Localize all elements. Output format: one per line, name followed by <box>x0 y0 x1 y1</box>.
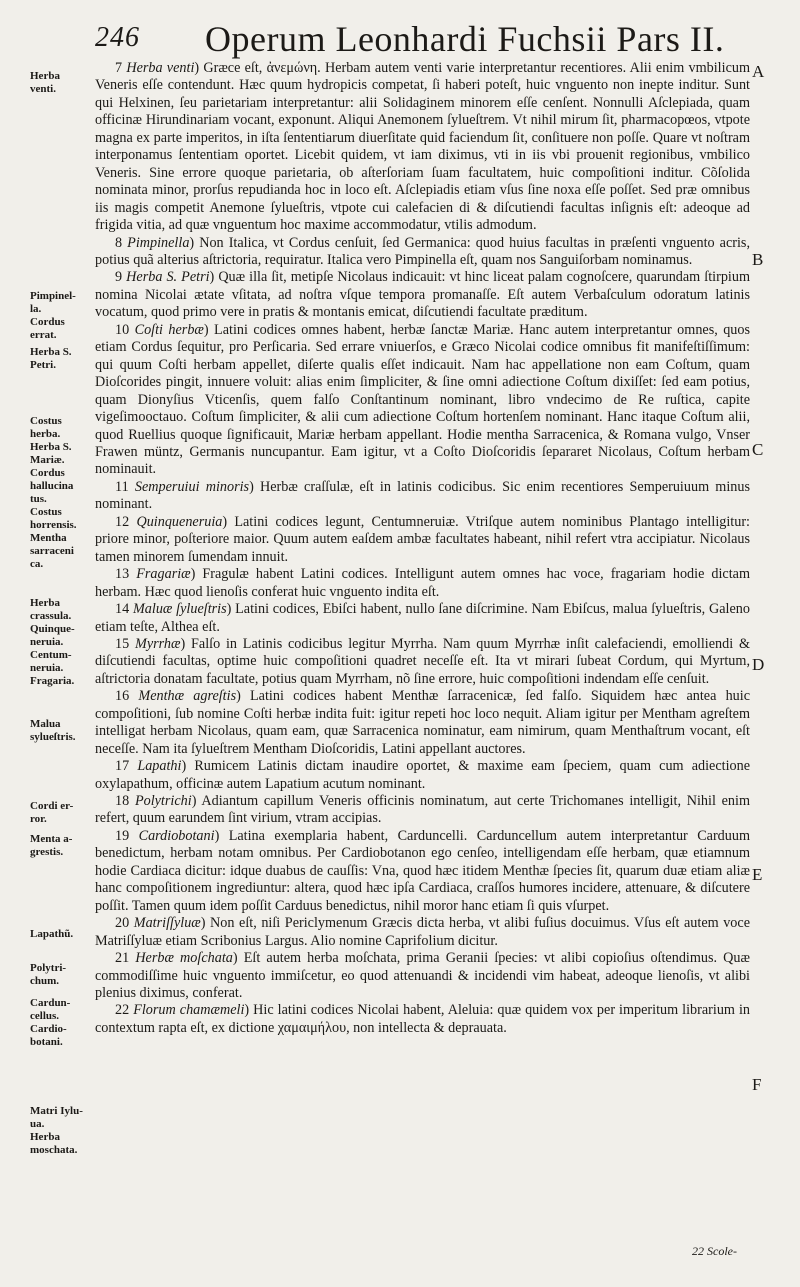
entry-term: Maluæ ſylueſtris <box>132 601 227 618</box>
entry-term: Coſti herbæ <box>134 321 204 338</box>
entry-number: 14 <box>115 601 130 618</box>
margin-note: Malua sylueſtris. <box>30 718 76 743</box>
commentary-entry: 14 Maluæ ſylueſtris) Latini codices, Ebiſci habent, nullo ſane diſcrimine. Nam Ebiſcus, malua ſylueſtris, Galeno etiam teſte, Althea eſt. <box>95 601 750 635</box>
catchword: 22 Scole- <box>692 1244 737 1258</box>
commentary-entry: 7 Herba venti) Græce eſt, ἀνεμώνη. Herbam autem venti varie interpretantur recentiores. Alii enim vmbilicum Veneris eſſe contendunt. Hæc quum hydropicis competat, ſi haberi poteſt, huic vnguento non inepte inditur. Sunt qui Helxinen, ſeu parietariam interpretantur: alii Solidaginem minorem eſſe cenſent. Nonnulli Aſclepiada, quam officinæ Hirundinariam vocant, exponunt. Aliqui Anemonem ſylueſtrem. Vt nihil mirum ſit, pharmacopœos, vtpote magna ex parte imperitos, in iſta ſententiarum diuerſitate quid faciendum ſit, conſituere non poſſe. Quare vt noſtram interponamus ſententiam oportet. Licebit quidem, vt iam diximus, vti in iis vbi prouenit regionibus, vmbilico Veneris. Sine errore quoque parietaria, ob aſterſoriam ſuam facultatem, huic compoſitioni inditur. Cõſolida nominata minor, prorſus repudianda hoc in loco eſt. Aſclepiadis etiam vſus ſine noxa eſſe poſſet. Sed præ omnibus iis magis competit Anemone ſylueſtris, vtpote cui calefacien di & diſcutiendi facultas inſignis eſt: adeoque ad frigida vitia, ad quæ vnguentum hoc maxime accommodatur, vtilis admodum. <box>95 60 750 234</box>
entry-number: 11 <box>115 478 129 495</box>
running-title: Operum Leonhardi Fuchsii Pars II. <box>205 19 725 59</box>
entry-number: 21 <box>115 950 130 967</box>
entry-number: 20 <box>115 915 130 932</box>
entry-number: 22 <box>115 1002 130 1019</box>
margin-note: Matri Iylu- ua. Herba moschata. <box>30 1105 83 1156</box>
section-letter: B <box>752 250 764 269</box>
margin-note: Cardun- cellus. Cardio- botani. <box>30 997 71 1048</box>
commentary-entry: 13 Fragariæ) Fragulæ habent Latini codices. Intelligunt autem omnes hac voce, fragariam hodie dictam herbam. Hæc quod lienoſis conferat huic vnguento indita eſt. <box>95 566 750 600</box>
entry-number: 16 <box>115 688 130 705</box>
entry-number: 15 <box>115 635 130 652</box>
entry-number: 12 <box>115 513 130 530</box>
entry-term: Menthæ agreſtis <box>138 688 237 705</box>
entry-term: Herbæ moſchata <box>135 950 233 967</box>
commentary-entry: 12 Quinqueneruia) Latini codices legunt, Centumneruiæ. Vtriſque autem nominibus Plantago intelligitur: priore minor, poſteriore maior. Quum autem eaſdem ambæ facultates habeant, nihil refert vtra accipiatur. Nicolaus tamen minorem ſumendam innuit. <box>95 513 750 565</box>
entry-number: 10 <box>115 321 130 338</box>
section-letter: F <box>752 1075 762 1094</box>
entry-text: Fragulæ habent Latini codices. Intelligunt autem omnes hac voce, fragariam hodie dictam herbam. Hæc quod lienoſis conferat huic vnguento indita eſt. <box>95 566 750 600</box>
commentary-entry: 16 Menthæ agreſtis) Latini codices habent Menthæ ſarracenicæ, ſed falſo. Siquidem hæc antea huic compoſitioni, ſub nomine Coſti herbæ indita fuit: igitur repeti hoc loco nequit. Aliam igitur per Mentham agreſtem intelligat herbam Nicolaus, quam eam, quæ Sarracenica nominatur, eam nimirum, quam Menthaſtrum vocant, eſt neceſſe. Nam ita ſylueſtrem Mentham Dioſcoridis, Latini appellant auctores. <box>95 688 750 757</box>
commentary-entry: 20 Matriſſyluæ) Non eſt, niſi Periclymenum Græcis dicta herba, vt alibi fuſius docuimus. Vſus eſt autem voce Matriſſyluæ etiam Scribonius Largus. Alio nomine Caprifolium dicitur. <box>95 915 750 949</box>
entry-text: Non eſt, niſi Periclymenum Græcis dicta herba, vt alibi fuſius docuimus. Vſus eſt autem voce Matriſſyluæ etiam Scribonius Largus. Alio nomine Caprifolium dicitur. <box>95 915 750 949</box>
entry-term: Herba venti <box>126 60 195 76</box>
entry-term: Quinqueneruia <box>136 513 223 530</box>
commentary-entry: 11 Semperuiui minoris) Herbæ craſſulæ, eſt in latinis codicibus. Sic enim recentiores Semperuiuum minus nominant. <box>95 478 750 513</box>
entry-term: Polytrichi <box>134 793 192 810</box>
commentary-entry: 22 Florum chamæmeli) Hic latini codices Nicolai habent, Aleluia: quæ quidem vox per imperitum librarium in contextum rapta eſt, ex dictione χαμαιμήλου, non intellecta & deprauata. <box>95 1002 751 1036</box>
commentary-entry: 18 Polytrichi) Adiantum capillum Veneris officinis nominatum, aut certe Trichomanes intelligit, Nihil enim refert, quum earundem ſint virium, vtram accipias. <box>95 793 750 827</box>
entry-term: Matriſſyluæ <box>133 915 201 932</box>
margin-note: Herba crassula. Quinque- neruia. Centum- neruia. Fragaria. <box>30 597 75 687</box>
entry-text: Eſt autem herba moſchata, prima Geranii ſpecies: vt alibi copioſius oſtendimus. Quæ commodiſſime huic vnguento immiſcetur, eo quod attenuandi & incidendi vim habeat, adeoque lienoſis, vt alibi plenius diximus, conferat. <box>95 950 750 1002</box>
entry-text: Hic latini codices Nicolai habent, Aleluia: quæ quidem vox per imperitum librarium in contextum rapta eſt, ex dictione χαμαιμήλου, non intellecta & deprauata. <box>95 1002 751 1036</box>
entry-term: Myrrhæ <box>135 635 181 652</box>
section-letter: A <box>752 62 765 81</box>
entry-term: Lapathi <box>137 758 182 775</box>
entry-term: Herba S. Petri <box>126 269 210 286</box>
entry-text: Herbæ craſſulæ, eſt in latinis codicibus. Sic enim recentiores Semperuiuum minus nominant. <box>95 478 750 513</box>
entry-text: Falſo in Latinis codicibus legitur Myrrha. Nam quum Myrrhæ inſit calefaciendi, emolliendi & diſcutiendi facultas, optime huic compoſitioni quadret neceſſe eſt. Ita vt mirari ſubeat Cordum, qui Myrtum, aſtrictoria donatam facultate, potius quam Myrrham, nõ ſine errore, huic compoſitioni indendam eſſe cenſuit. <box>95 635 751 687</box>
entry-number: 7 <box>115 60 123 76</box>
entry-term: Fragariæ <box>136 566 191 583</box>
commentary-entry: 21 Herbæ moſchata) Eſt autem herba moſchata, prima Geranii ſpecies: vt alibi copioſius oſtendimus. Quæ commodiſſime huic vnguento immiſcetur, eo quod attenuandi & incidendi vim habeat, adeoque lienoſis, vt alibi plenius diximus, conferat. <box>95 950 750 1002</box>
entry-text: Latini codices omnes habent, herbæ ſanctæ Mariæ. Hanc autem interpretantur omnes, quos etiam Cordus ſequitur, pro Perſicaria. Sed errare vniuerſos, e Græco Nicolai codice omnibus fit manifeſtiſſimum: qui quum Coſti herbam appellet, diſerte qualis eſſet indicauit. Nam hac appellatione non eam Coſtum, quam Dioſcorides pingit, innuere voluit: alias enim ſimpliciter, & ſine omni adiectione Coſtum dixiſſet: ſed eam potius, quam Dionyſius Vticenſis, quem falſo Conſtantinum nominant, libro vndecimo de Re ruſtica, capite vigeſimooctauo. Coſtum ſimpliciter, & alii cum adiectione Coſtum hortenſem nominant. Hanc itaque Coſtum alii, quod Ruellius quoque ſignificauit, Mariæ herbam appellant. Hodie mentha Sarracenica, & Romana vulgo, Vnser Frawen müntz, Germanis nuncupantur. Eam igitur, vt a Coſto Dioſcoridis ſepararet Nicolaus, Coſtum herbam nominauit. <box>95 321 750 478</box>
commentary-entry: 8 Pimpinella) Non Italica, vt Cordus cenſuit, ſed Germanica: quod huius facultas in præſenti vnguento acris, potius quã alterius aſtrictoria, requiratur. Italica vero Pimpinella eſt, quam nos Sanguiſorbam nominamus. <box>95 234 750 268</box>
margin-note: Pimpinel- la. Cordus errat. <box>30 290 76 341</box>
entry-text: Græce eſt, ἀνεμώνη. Herbam autem venti varie interpretantur recentiores. Alii enim vmbilicum Veneris eſſe contendunt. Hæc quum hydropicis competat, ſi haberi poteſt, huic vnguento non inepte inditur. Sunt qui Helxinen, ſeu parietariam interpretantur: alii Solidaginem minorem eſſe cenſent. Nonnulli Aſclepiada, quam officinæ Hirundinariam vocant, exponunt. Aliqui Anemonem ſylueſtrem. Vt nihil mirum ſit, pharmacopœos, vtpote magna ex parte imperitos, in iſta ſententiarum diuerſitate quid faciendum ſit, conſituere non poſſe. Quare vt noſtram interponamus ſententiam oportet. Licebit quidem, vt iam diximus, vti in iis vbi prouenit regionibus, vmbilico Veneris. Sine errore quoque parietaria, ob aſterſoriam ſuam facultatem, huic compoſitioni inditur. Cõſolida nominata minor, prorſus repudianda hoc in loco eſt. Aſclepiadis etiam vſus ſine noxa eſſe poſſet. Sed præ omnibus iis magis competit Anemone ſylueſtris, vtpote cui calefacien di & diſcutiendi facultas inſignis eſt: adeoque ad frigida vitia, ad quæ vnguentum hoc maxime accommodatur, vtilis admodum. <box>95 60 750 234</box>
margin-note: Menta a- grestis. <box>30 833 73 858</box>
margin-note: Herba venti. <box>30 70 60 95</box>
entry-text: Latini codices legunt, Centumneruiæ. Vtriſque autem nominibus Plantago intelligitur: priore minor, poſteriore maior. Quum autem eaſdem ambæ facultates habeant, nihil refert vtra accipiatur. Nicolaus tamen minorem ſumendam innuit. <box>95 513 750 565</box>
entry-text: Non Italica, vt Cordus cenſuit, ſed Germanica: quod huius facultas in præſenti vnguento acris, potius quã alterius aſtrictoria, requiratur. Italica vero Pimpinella eſt, quam nos Sanguiſorbam nominamus. <box>95 234 750 268</box>
entry-number: 9 <box>115 269 123 286</box>
entry-text: Latini codices, Ebiſci habent, nullo ſane diſcrimine. Nam Ebiſcus, malua ſylueſtris, Galeno etiam teſte, Althea eſt. <box>95 601 750 635</box>
entry-text: Quæ illa ſit, metipſe Nicolaus indicauit: vt hinc liceat palam cognoſcere, quarundam ſtirpium nomina Nicolai ætate vſitata, ad noſtra vſque tempora promanaſſe. Eſt autem Verbaſculum odoratum latinis vocatum, quod primo vere in pratis & montanis emicat, diſcutiendi facultate præditum. <box>95 269 750 321</box>
entry-term: Cardiobotani <box>138 827 215 844</box>
entry-term: Florum chamæmeli <box>133 1002 245 1019</box>
commentary-entry: 19 Cardiobotani) Latina exemplaria habent, Carduncelli. Carduncellum autem interpretantur Carduum benedictum, herbam notam omnibus. Per Cardiobotanon ego cenſeo, intelligendam eſſe herbam, quæ etiamnum hodie Cardiaca dicitur: idque duabus de cauſſis: Vna, quod hæc itidem Menthæ ſpecies ſit, quarum duæ etiam aliæ hanc compoſitionem ingrediuntur: altera, quod hæc ipſa Cardiaca, craſſos humores incidere, attenuare, & diſcutere poſſit. Tamen quum idem poſſit Carduus benedictus, nihil moror hanc etiam ſi quis vſurpet. <box>95 827 750 914</box>
section-letter: E <box>752 865 763 884</box>
entry-number: 13 <box>115 566 130 583</box>
entry-number: 19 <box>115 827 130 844</box>
commentary-entry: 10 Coſti herbæ) Latini codices omnes habent, herbæ ſanctæ Mariæ. Hanc autem interpretantur omnes, quos etiam Cordus ſequitur, pro Perſicaria. Sed errare vniuerſos, e Græco Nicolai codice omnibus fit manifeſtiſſimum: qui quum Coſti herbam appellet, diſerte qualis eſſet indicauit. Nam hac appellatione non eam Coſtum, quam Dioſcorides pingit, innuere voluit: alias enim ſimpliciter, & ſine omni adiectione Coſtum dixiſſet: ſed eam potius, quam Dionyſius Vticenſis, quem falſo Conſtantinum nominant, libro vndecimo de Re ruſtica, capite vigeſimooctauo. Coſtum ſimpliciter, & alii cum adiectione Coſtum hortenſem nominant. Hanc itaque Coſtum alii, quod Ruellius quoque ſignificauit, Mariæ herbam appellant. Hodie mentha Sarracenica, & Romana vulgo, Vnser Frawen müntz, Germanis nuncupantur. Eam igitur, vt a Coſto Dioſcoridis ſepararet Nicolaus, Coſtum herbam nominauit. <box>95 321 750 478</box>
commentary-entry: 17 Lapathi) Rumicem Latinis dictam inaudire oportet, & maxime eam ſpeciem, quam cum adiectione oxylapathum, officinæ autem Lapatium acutum nominant. <box>95 758 751 792</box>
page-number: 246 <box>95 22 140 53</box>
entry-number: 17 <box>115 758 130 775</box>
commentary-entry: 15 Myrrhæ) Falſo in Latinis codicibus legitur Myrrha. Nam quum Myrrhæ inſit calefaciendi, emolliendi & diſcutiendi facultas, optime huic compoſitioni quadret neceſſe eſt. Ita vt mirari ſubeat Cordum, qui Myrtum, aſtrictoria donatam facultate, potius quam Myrrham, nõ ſine errore, huic compoſitioni indendam eſſe cenſuit. <box>95 635 751 687</box>
commentary-text <box>95 60 750 1037</box>
entry-term: Semperuiui minoris <box>134 478 250 495</box>
entry-text: Rumicem Latinis dictam inaudire oportet, & maxime eam ſpeciem, quam cum adiectione oxylapathum, officinæ autem Lapatium acutum nominant. <box>95 758 751 792</box>
section-letter: C <box>752 440 764 459</box>
entry-number: 18 <box>115 793 130 810</box>
margin-note: Cordi er- ror. <box>30 800 74 825</box>
margin-note: Polytri- chum. <box>30 962 67 987</box>
entry-text: Latini codices habent Menthæ ſarracenicæ, ſed falſo. Siquidem hæc antea huic compoſitioni, ſub nomine Coſti herbæ indita fuit: igitur repeti hoc loco nequit. Aliam igitur per Mentham agreſtem intelligat herbam Nicolaus, quam eam, quæ Sarracenica nominatur, eam nimirum, quam Menthaſtrum vocant, eſt neceſſe. Nam ita ſylueſtrem Mentham Dioſcoridis, Latini appellant auctores. <box>95 688 750 757</box>
entry-number: 8 <box>115 234 123 251</box>
entry-text: Latina exemplaria habent, Carduncelli. Carduncellum autem interpretantur Carduum benedictum, herbam notam omnibus. Per Cardiobotanon ego cenſeo, intelligendam eſſe herbam, quæ etiamnum hodie Cardiaca dicitur: idque duabus de cauſſis: Vna, quod hæc itidem Menthæ ſpecies ſit, quarum duæ etiam aliæ hanc compoſitionem ingrediuntur: altera, quod hæc ipſa Cardiaca, craſſos humores incidere, attenuare, & diſcutere poſſit. Tamen quum idem poſſit Carduus benedictus, nihil moror hanc etiam ſi quis vſurpet. <box>95 827 750 914</box>
margin-note: Lapathũ. <box>30 928 74 940</box>
entry-term: Pimpinella <box>127 234 190 251</box>
entry-text: Adiantum capillum Veneris officinis nominatum, aut certe Trichomanes intelligit, Nihil enim refert, quum earundem ſint virium, vtram accipias. <box>95 793 750 827</box>
margin-note: Herba S. Petri. <box>30 346 72 371</box>
section-letter: D <box>752 655 765 674</box>
commentary-entry: 9 Herba S. Petri) Quæ illa ſit, metipſe Nicolaus indicauit: vt hinc liceat palam cognoſcere, quarundam ſtirpium nomina Nicolai ætate vſitata, ad noſtra vſque tempora promanaſſe. Eſt autem Verbaſculum odoratum latinis vocatum, quod primo vere in pratis & montanis emicat, diſcutiendi facultate præditum. <box>95 269 750 321</box>
margin-note: Costus herba. Herba S. Mariæ. Cordus hallucina tus. Costus horrensis. Mentha sarraceni ca. <box>30 415 77 570</box>
